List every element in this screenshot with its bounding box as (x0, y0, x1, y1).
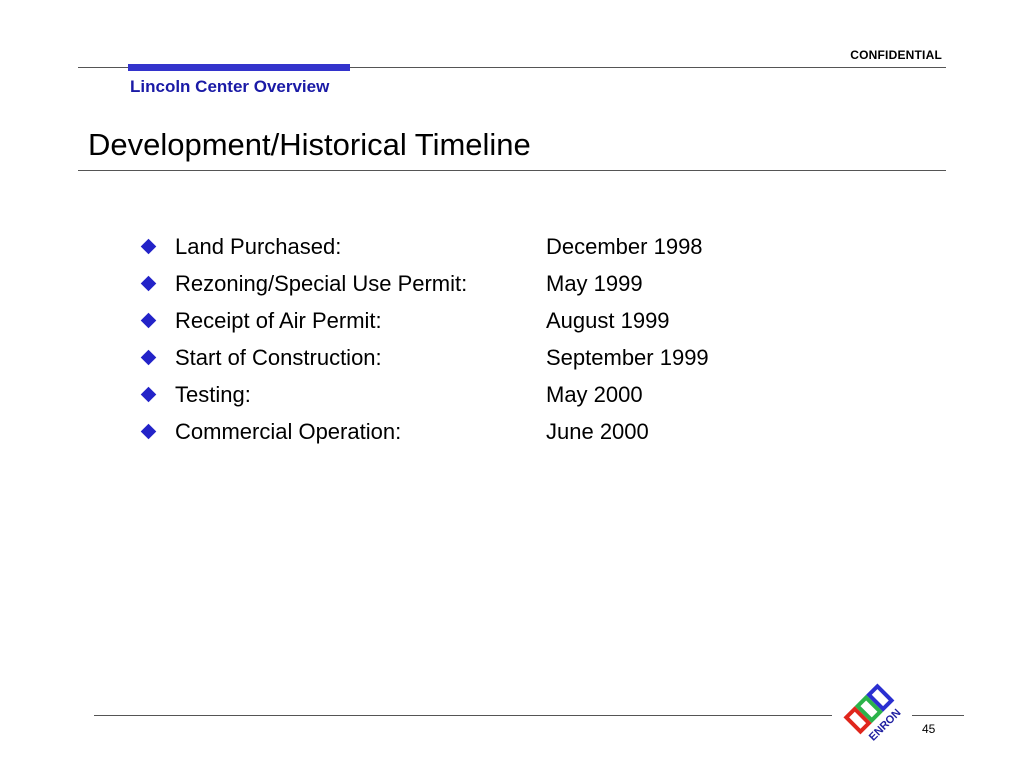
diamond-bullet-icon (142, 314, 156, 328)
timeline-item-date: September 1999 (546, 344, 709, 370)
timeline-item (140, 228, 709, 265)
diamond-bullet-icon (142, 351, 156, 365)
timeline-item-label: Commercial Operation: (175, 418, 402, 444)
timeline-item-date: May 2000 (546, 381, 643, 407)
timeline-item-label: Start of Construction: (175, 344, 382, 370)
section-title: Lincoln Center Overview (130, 77, 330, 96)
timeline-item (140, 339, 709, 376)
enron-logo-icon (836, 676, 916, 756)
page-number: 45 (922, 722, 936, 736)
accent-bar (128, 64, 350, 71)
enron-logo-text: ENRON (866, 706, 904, 744)
page-title: Development/Historical Timeline (88, 127, 531, 162)
confidential-label: CONFIDENTIAL (850, 48, 942, 62)
timeline-item-label: Rezoning/Special Use Permit: (175, 270, 468, 296)
timeline-item-label: Testing: (175, 381, 251, 407)
timeline-item-date: December 1998 (546, 233, 703, 259)
diamond-bullet-icon (142, 388, 156, 402)
diamond-bullet-icon (142, 240, 156, 254)
timeline-item (140, 413, 709, 450)
timeline-item (140, 302, 709, 339)
timeline-item-date: June 2000 (546, 418, 649, 444)
timeline-item-label: Land Purchased: (175, 233, 342, 259)
timeline-item-date: May 1999 (546, 270, 643, 296)
diamond-bullet-icon (142, 277, 156, 291)
timeline-list (140, 228, 709, 450)
timeline-item-date: August 1999 (546, 307, 670, 333)
diamond-bullet-icon (142, 425, 156, 439)
timeline-item-label: Receipt of Air Permit: (175, 307, 382, 333)
footer-rule-right (912, 715, 964, 716)
footer-rule (94, 715, 832, 716)
timeline-item (140, 265, 709, 302)
timeline-item (140, 376, 709, 413)
title-rule (78, 170, 946, 171)
